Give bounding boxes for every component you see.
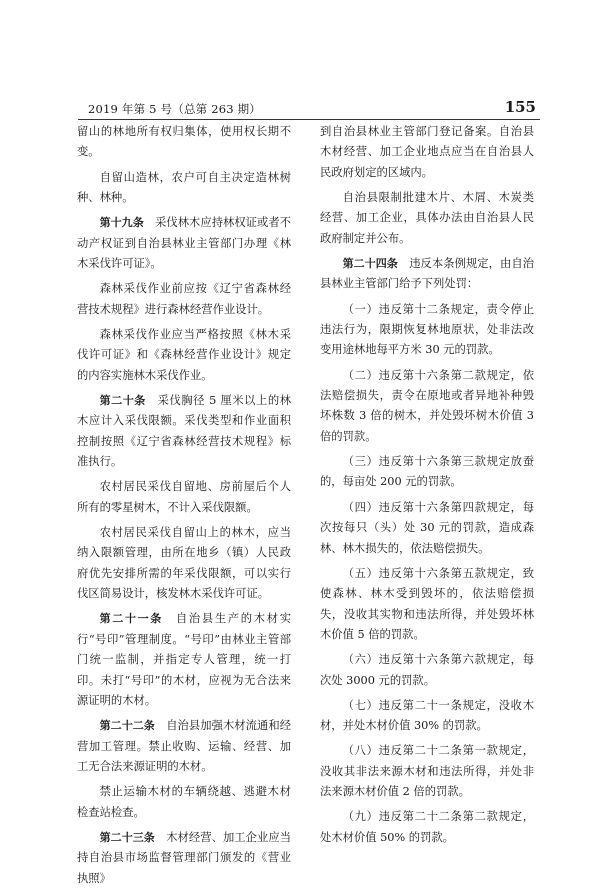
paragraph bbox=[77, 523, 291, 605]
paragraph bbox=[77, 168, 291, 209]
paragraph bbox=[77, 122, 291, 163]
paragraph-text: 到自治县林业主管部门登记备案。自治县木材经营、加工企业地点应当在自治县人民政府划定的区域内。 bbox=[320, 125, 534, 179]
paragraph-text: 森林采伐作业前应按《辽宁省森林经营技术规程》进行森林经营作业设计。 bbox=[77, 282, 291, 316]
paragraph bbox=[320, 696, 534, 737]
paragraph bbox=[77, 609, 291, 711]
paragraph bbox=[77, 279, 291, 320]
paragraph bbox=[320, 452, 534, 493]
paragraph bbox=[320, 300, 534, 361]
paragraph bbox=[77, 325, 291, 386]
paragraph-text: （二）违反第十六条第二款规定，依法赔偿损失，责令在原地或者异地补种毁坏株数 3 倍的树木，并处毁坏树木价值 3 倍的罚款。 bbox=[320, 368, 534, 443]
paragraph-text: 木材经营、加工企业应当持自治县市场监督管理部门颁发的《营业执照》 bbox=[77, 830, 291, 885]
paragraph bbox=[77, 782, 291, 823]
article-number: 第二十一条 bbox=[99, 612, 163, 626]
right-column bbox=[320, 122, 534, 853]
paragraph-text: 违反本条例规定，由自治县林业主管部门给予下列处罚： bbox=[320, 257, 534, 291]
paragraph bbox=[320, 254, 534, 295]
paragraph-text: 采伐林木应持林权证或者不动产权证到自治县林业主管部门办理《林木采伐许可证》。 bbox=[77, 216, 291, 271]
paragraph bbox=[77, 391, 291, 473]
paragraph bbox=[320, 564, 534, 646]
paragraph-text: 自治县生产的木材实行“号印”管理制度。“号印”由林业主管部门统一监制，并指定专人管理，统一打印。未打“号印”的木材，应视为无合法来源证明的木材。 bbox=[77, 612, 291, 707]
paragraph-text: （六）违反第十六条第六款规定，每次处 3000 元的罚款。 bbox=[320, 653, 534, 687]
paragraph bbox=[77, 828, 291, 889]
paragraph bbox=[320, 807, 534, 848]
left-column bbox=[77, 122, 291, 894]
paragraph-text: 留山的林地所有权归集体，使用权长期不变。 bbox=[77, 125, 291, 159]
paragraph-text: 森林采伐作业应当严格按照《林木采伐许可证》和《森林经营作业设计》规定的内容实施林木采伐作业。 bbox=[77, 327, 291, 382]
paragraph-text: 农村居民采伐自留山上的林木，应当纳入限额管理，由所在地乡（镇）人民政府优先安排所需的年采伐限额，可以实行伐区简易设计，核发林木采伐许可证。 bbox=[77, 525, 291, 601]
paragraph bbox=[77, 716, 291, 777]
page-number: 155 bbox=[504, 98, 536, 116]
paragraph-text: （五）违反第十六条第五款规定，致使森林、林木受到毁坏的，依法赔偿损失，没收其实物和违法所得，并处毁坏林木价值 5 倍的罚款。 bbox=[320, 566, 534, 641]
paragraph bbox=[320, 650, 534, 691]
paragraph-text: （九）违反第二十二条第二款规定，处木材价值 50% 的罚款。 bbox=[320, 810, 534, 844]
paragraph-text: （四）违反第十六条第四款规定，每次按每只（头）处 30 元的罚款，造成森林、林木损失的，依法赔偿损失。 bbox=[320, 500, 534, 555]
paragraph-text: （八）违反第二十二条第一款规定，没收其非法来源木材和违法所得，并处非法来源木材价值 2 倍的罚款。 bbox=[320, 744, 534, 799]
header-rule bbox=[78, 119, 540, 120]
paragraph-text: 禁止运输木材的车辆绕越、逃避木材检查站检查。 bbox=[77, 785, 291, 819]
article-number: 第十九条 bbox=[99, 216, 144, 230]
paragraph-text: 自治县限制批建木片、木屑、木炭类经营、加工企业，具体办法由自治县人民政府制定并公布。 bbox=[320, 191, 534, 245]
paragraph bbox=[320, 188, 534, 249]
paragraph-text: 自留山造林，农户可自主决定造林树种、林种。 bbox=[77, 170, 291, 205]
paragraph-text: 自治县加强木材流通和经营加工管理。禁止收购、运输、经营、加工无合法来源证明的木材。 bbox=[77, 719, 291, 773]
paragraph-text: 农村居民采伐自留地、房前屋后个人所有的零星树木，不计入采伐限额。 bbox=[77, 480, 291, 514]
paragraph bbox=[320, 122, 534, 183]
paragraph bbox=[77, 477, 291, 518]
paragraph-text: （三）违反第十六条第三款规定放蚕的，每亩处 200 元的罚款。 bbox=[320, 455, 534, 489]
paragraph-text: （七）违反第二十一条规定，没收木材，并处木材价值 30% 的罚款。 bbox=[320, 698, 534, 733]
paragraph bbox=[320, 741, 534, 802]
page-header bbox=[88, 98, 536, 120]
article-number: 第二十四条 bbox=[342, 257, 398, 271]
paragraph-text: （一）违反第十二条规定，责令停止违法行为，限期恢复林地原状，处非法改变用途林地每平方米 30 元的罚款。 bbox=[320, 302, 534, 357]
issue-label: 2019 年第 5 号（总第 263 期） bbox=[88, 102, 262, 116]
article-number: 第二十三条 bbox=[99, 830, 155, 844]
paragraph-text: 采伐胸径 5 厘米以上的林木应计入采伐限额。采伐类型和作业面积控制按照《辽宁省森林经营技术规程》标准执行。 bbox=[77, 393, 292, 469]
article-number: 第二十条 bbox=[99, 393, 146, 407]
paragraph bbox=[320, 366, 534, 448]
paragraph bbox=[320, 498, 534, 559]
paragraph bbox=[77, 213, 291, 274]
article-number: 第二十二条 bbox=[99, 719, 155, 733]
